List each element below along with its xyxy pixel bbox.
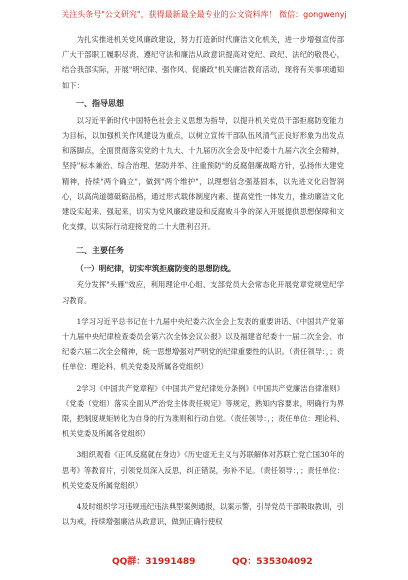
discipline-intro-paragraph: 充分发挥"头雁"效应，利用理论中心组、支部党员大会常态化开展党章党规党纪学习教育。 [62, 280, 344, 305]
footer-qq: QQ：535304092 [232, 557, 313, 567]
subsection-heading-discipline: （一）明纪律，切实牢筑拒腐防变的思想防线。 [76, 264, 236, 274]
intro-paragraph: 为扎实推进机关党风廉政建设，努力打造新时代廉洁文化机关，进一步增强宣传部广大干部职工履职尽责、遵纪守法和廉洁从政意识提高对党纪、政纪、法纪的敬畏心，结合我部实际，开展"明纪律、强作风、促廉政"机关廉洁教育活动，现将有关事项通知如下： [62, 35, 344, 90]
guiding-ideology-paragraph: 以习近平新时代中国特色社会主义思想为指导，以提升机关党员干部拒腐防变能力为目标，以加强机关作风建设为重点，以树立宣传干部队伍风清气正良好形象为出发点和落脚点，全面贯彻落实党的十九大、十九届历次全会及中纪委十九届六次全会精神，坚持"标本兼治、综合治理、惩防并举、注重预防"的反腐倡廉战略方针，弘扬伟大建党精神，持续"两个确立"，做到"两个维护"，以理想信念强基固本，以先进文化启智润心，以高尚道德砥砺品格，通过形式载体制度内素、提高党性一体发力，推动廉洁文化建设实起来、强起来，切实为党风廉政建设和反腐败斗争的深入开展提供思想保障和文化支撑，以实际行动迎接党的二十大胜利召开。 [62, 115, 344, 232]
document-body [62, 32, 344, 529]
task-item-1: 1学习习近平总书记在十九届中央纪委六次全会上发表的重要讲话、《中国共产党第十九届中央纪律检查委员会第六次全体会议公报》以及福建省纪委十一届二次全会、市纪委六届二次全会精神，统一思想增强对严明党的纪律重要性的认识。（责任领导：，；责任单位：理论科、机关党委及所属各党组织） [62, 316, 344, 372]
task-item-2: 2学习《中国共产党章程》《中国共产党纪律处分条例》《中国共产党廉洁自律准则》《党委（党组）落实全面从严治党主体责任规定》等规定，熟知内容要求，明确行为界限，把制度规矩转化为自身的行为准则和行动自觉。（责任领导：，；责任单位：理论科、机关党委及所属各党组织） [62, 383, 344, 439]
footer-contact [0, 550, 408, 570]
section-heading-guiding-ideology: 一、指导思想 [76, 98, 124, 108]
header-banner: 关注头条号"公文研究"，获得最新最全最专业的公文资料库！ 微信：gongwenyj [61, 10, 347, 19]
section-heading-main-tasks: 二、主要任务 [76, 246, 124, 256]
footer-qq-group: QQ群：31991489 [112, 557, 196, 567]
task-item-3: 3组织观看《正风反腐就在身边》《历史虚无主义与苏联解体对苏联亡党亡国30年的思考》等教育片，引领党员深入反思，纠正错误，弥补不足。（责任领导：，；责任单位：机关党委及所属党组织） [62, 450, 344, 490]
task-item-4: 4及时组织学习违规违纪违法典型案例通报，以案示警，引导党员干部吸取教训，引以为戒，持续增强廉洁从政意识，做到正确行使权 [62, 502, 344, 527]
